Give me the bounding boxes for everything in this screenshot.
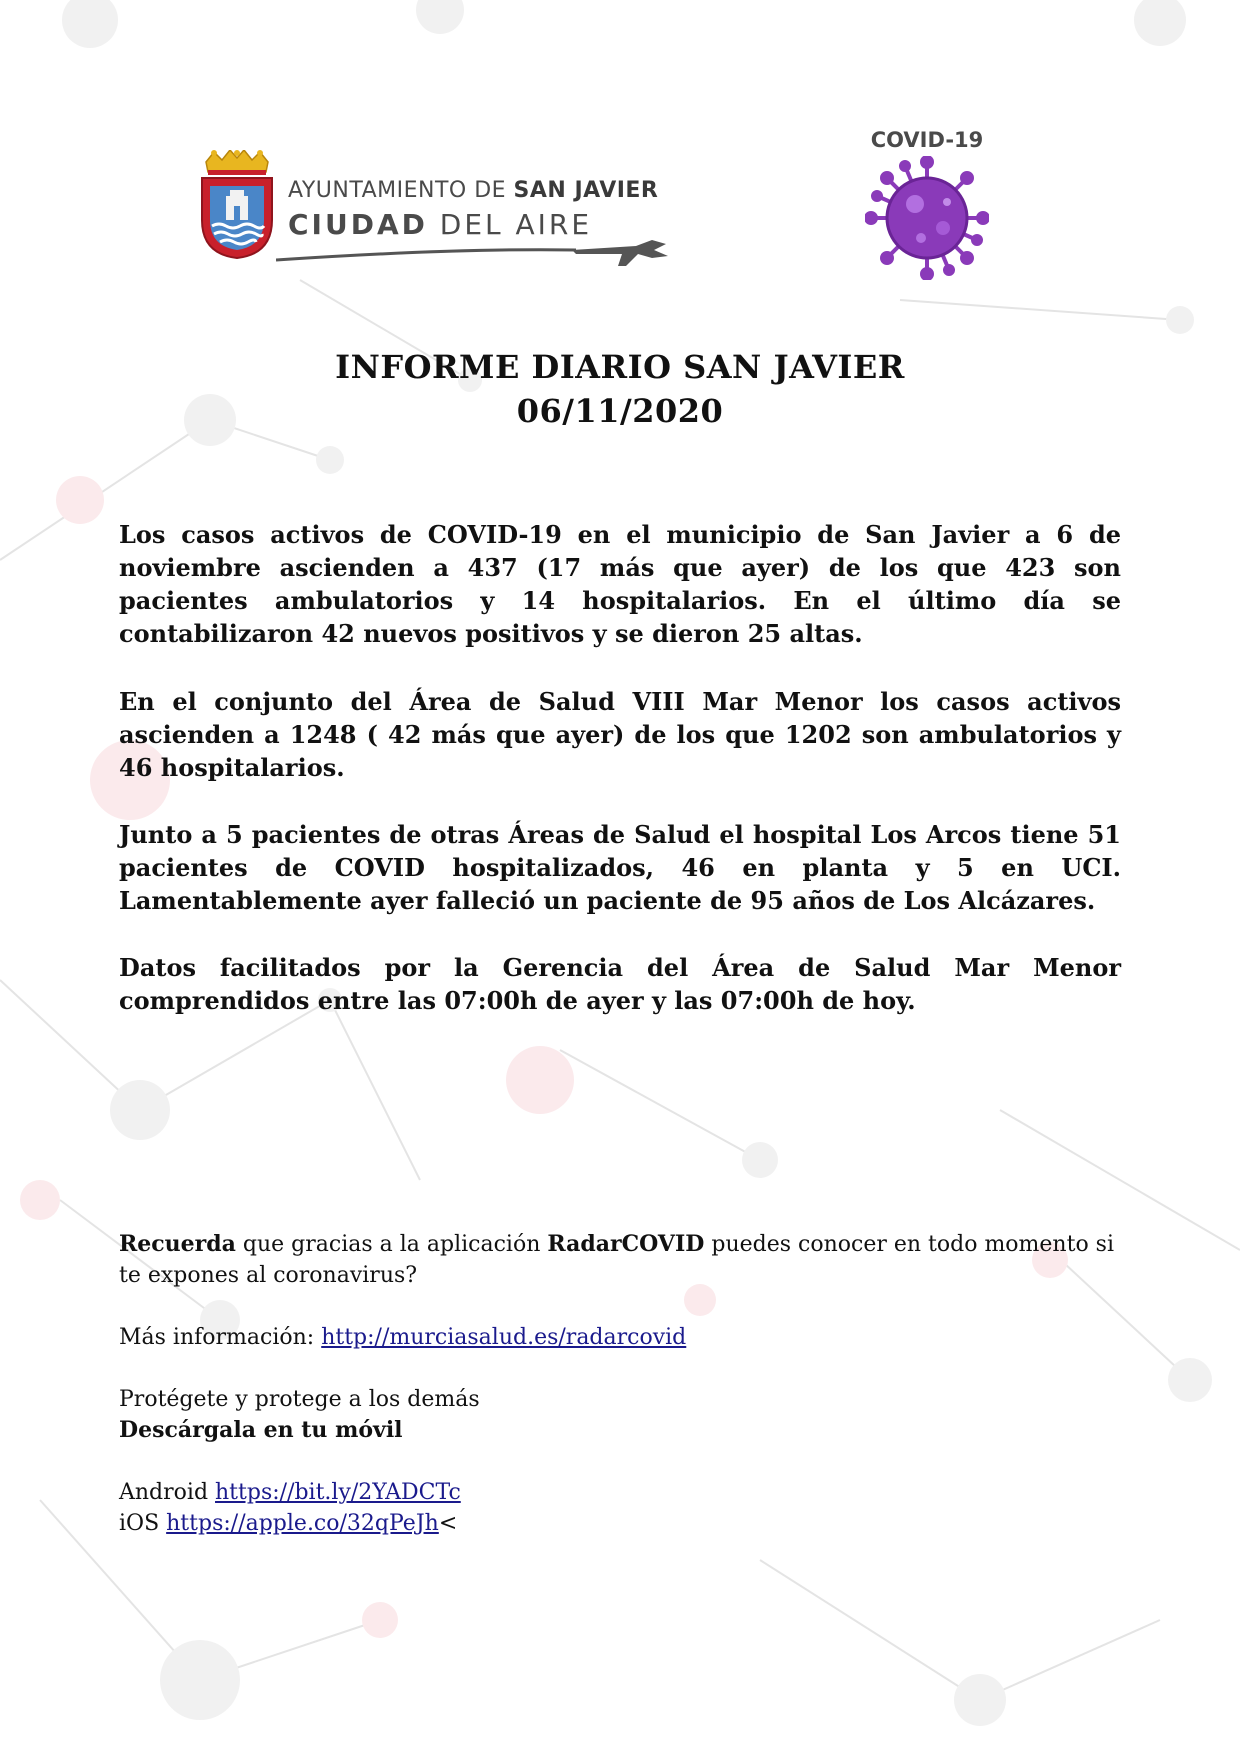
covid-label: COVID-19 [870, 128, 984, 152]
android-link[interactable]: https://bit.ly/2YADCTc [215, 1480, 461, 1505]
paragraph-data-source: Datos facilitados por la Gerencia del Área de Salud Mar Menor comprendidos entre las 07:00h de ayer y las 07:00h de hoy. [119, 953, 1121, 1015]
paragraph-hospital: Junto a 5 pacientes de otras Áreas de Salud el hospital Los Arcos tiene 51 pacientes de COVID hospitalizados, 46 en planta y 5 en UCI. Lamentablemente ayer falleció un paciente de 95 años de Los Alcázares. [119, 820, 1121, 915]
more-info-line: Más información: http://murciasalud.es/radarcovid [119, 1325, 687, 1350]
android-line: Android https://bit.ly/2YADCTc [119, 1480, 461, 1505]
org-name-line2: CIUDAD DEL AIRE [288, 208, 593, 241]
ayuntamiento-logo [200, 150, 670, 265]
protect-lines [119, 1384, 1121, 1446]
org-name-line1: AYUNTAMIENTO DE SAN JAVIER [288, 178, 659, 203]
paragraph-active-cases: Los casos activos de COVID-19 en el municipio de San Javier a 6 de noviembre ascienden a 437 (17 más que ayer) de los que 423 son pacientes ambulatorios y 14 hospitalarios. En el último día se contabilizaron 42 nuevos positivos y se dieron 25 altas. [119, 520, 1121, 648]
download-text: Descárgala en tu móvil [119, 1417, 403, 1443]
coat-of-arms-icon [200, 150, 274, 260]
airplane-swoosh-icon [276, 228, 670, 268]
ios-line: iOS https://apple.co/32qPeJh< [119, 1511, 458, 1536]
paragraph-health-area: En el conjunto del Área de Salud VIII Mar Menor los casos activos ascienden a 1248 ( 42 más que ayer) de los que 1202 son ambulatorios y 46 hospitalarios. [119, 687, 1121, 782]
covid-logo [862, 128, 992, 288]
report-title: INFORME DIARIO SAN JAVIER [335, 348, 905, 386]
ios-link[interactable]: https://apple.co/32qPeJh [166, 1511, 439, 1536]
virus-icon [865, 156, 989, 280]
radarcovid-info-link[interactable]: http://murciasalud.es/radarcovid [321, 1325, 687, 1350]
app-links [119, 1477, 1121, 1539]
report-date: 06/11/2020 [516, 392, 724, 430]
protect-text: Protégete y protege a los demás [119, 1387, 480, 1412]
radarcovid-reminder: Recuerda que gracias a la aplicación RadarCOVID puedes conocer en todo momento si te expones al coronavirus? [119, 1231, 1115, 1288]
